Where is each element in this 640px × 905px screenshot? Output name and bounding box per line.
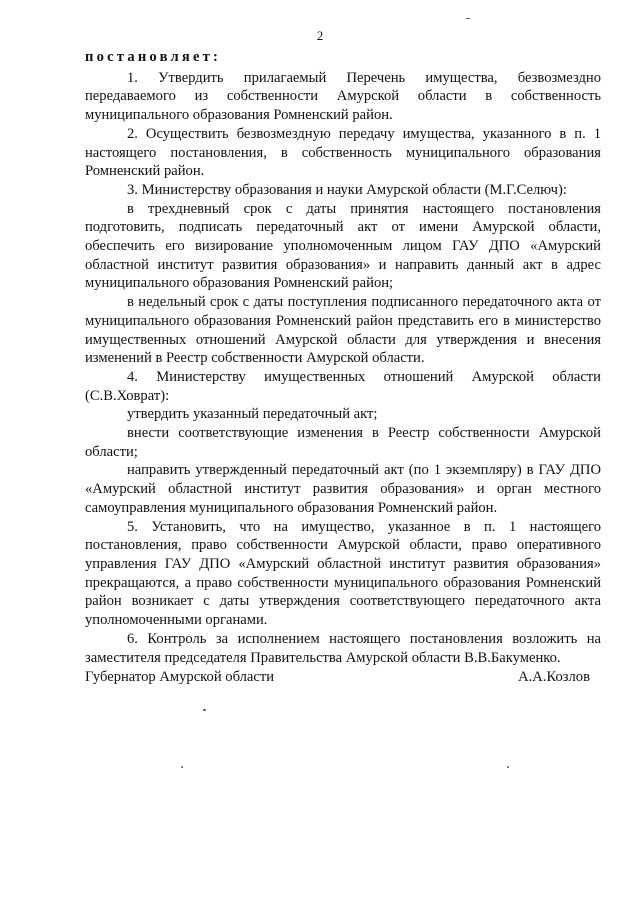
signature-block <box>85 668 590 687</box>
decision-heading: постановляет: <box>85 49 222 65</box>
scan-speck <box>507 766 509 768</box>
document-body <box>85 48 601 667</box>
paragraph-3-item-2: в недельный срок с даты поступления подписанного передаточного акта от муниципального образования Ромненский район представить его в министерство имущественных отношений Амурской области для утверждения и внесения изменений в Реестр собственности Амурской области. <box>85 294 601 367</box>
scan-speck <box>181 766 183 768</box>
paragraph-4-item-3: направить утвержденный передаточный акт (по 1 экземпляру) в ГАУ ДПО «Амурский областной институт развития образования» и орган местного самоуправления муниципального образования Ромненский район. <box>85 462 601 516</box>
paragraph-2: 2. Осуществить безвозмездную передачу имущества, указанного в п. 1 настоящего постановления, в собственность муниципального образования Ромненский район. <box>85 125 601 180</box>
paragraph-4: 4. Министерству имущественных отношений Амурской области (С.В.Ховрат): <box>85 368 601 404</box>
paragraph-1: 1. Утвердить прилагаемый Перечень имущества, безвозмездно передаваемого из собственности Амурской области в собственность муниципального образования Ромненский район. <box>85 69 601 124</box>
paragraph-4-item-2: внести соответствующие изменения в Реестр собственности Амурской области; <box>85 425 601 460</box>
scan-speck <box>203 709 206 711</box>
paragraph-3: 3. Министерству образования и науки Амурской области (М.Г.Селюч): <box>127 181 567 198</box>
paragraph-3-item-1: в трехдневный срок с даты принятия настоящего постановления подготовить, подписать передаточный акт от имени Амурской области, обеспечить его визирование уполномоченным лицом ГАУ ДПО «Амурский областной институт развития образования» и направить данный акт в адрес муниципального образования Ромненский район; <box>85 200 601 292</box>
signatory-position: Губернатор Амурской области <box>85 669 275 685</box>
paragraph-4-item-1: утвердить указанный передаточный акт; <box>127 406 378 423</box>
scan-speck <box>466 18 470 19</box>
signatory-name: А.А.Козлов <box>518 669 590 685</box>
paragraph-5: 5. Установить, что на имущество, указанное в п. 1 настоящего постановления, право собственности Амурской области, право оперативного управления ГАУ ДПО «Амурский областной институт развития образования» прекращаются, а право собственности муниципального образования Ромненский район возникает с даты утверждения соответствующего передаточного акта уполномоченными органами. <box>85 518 601 629</box>
paragraph-6: 6. Контроль за исполнением настоящего постановления возложить на заместителя председателя Правительства Амурской области В.В.Бакуменко. <box>85 630 601 666</box>
page-number: 2 <box>316 28 324 43</box>
